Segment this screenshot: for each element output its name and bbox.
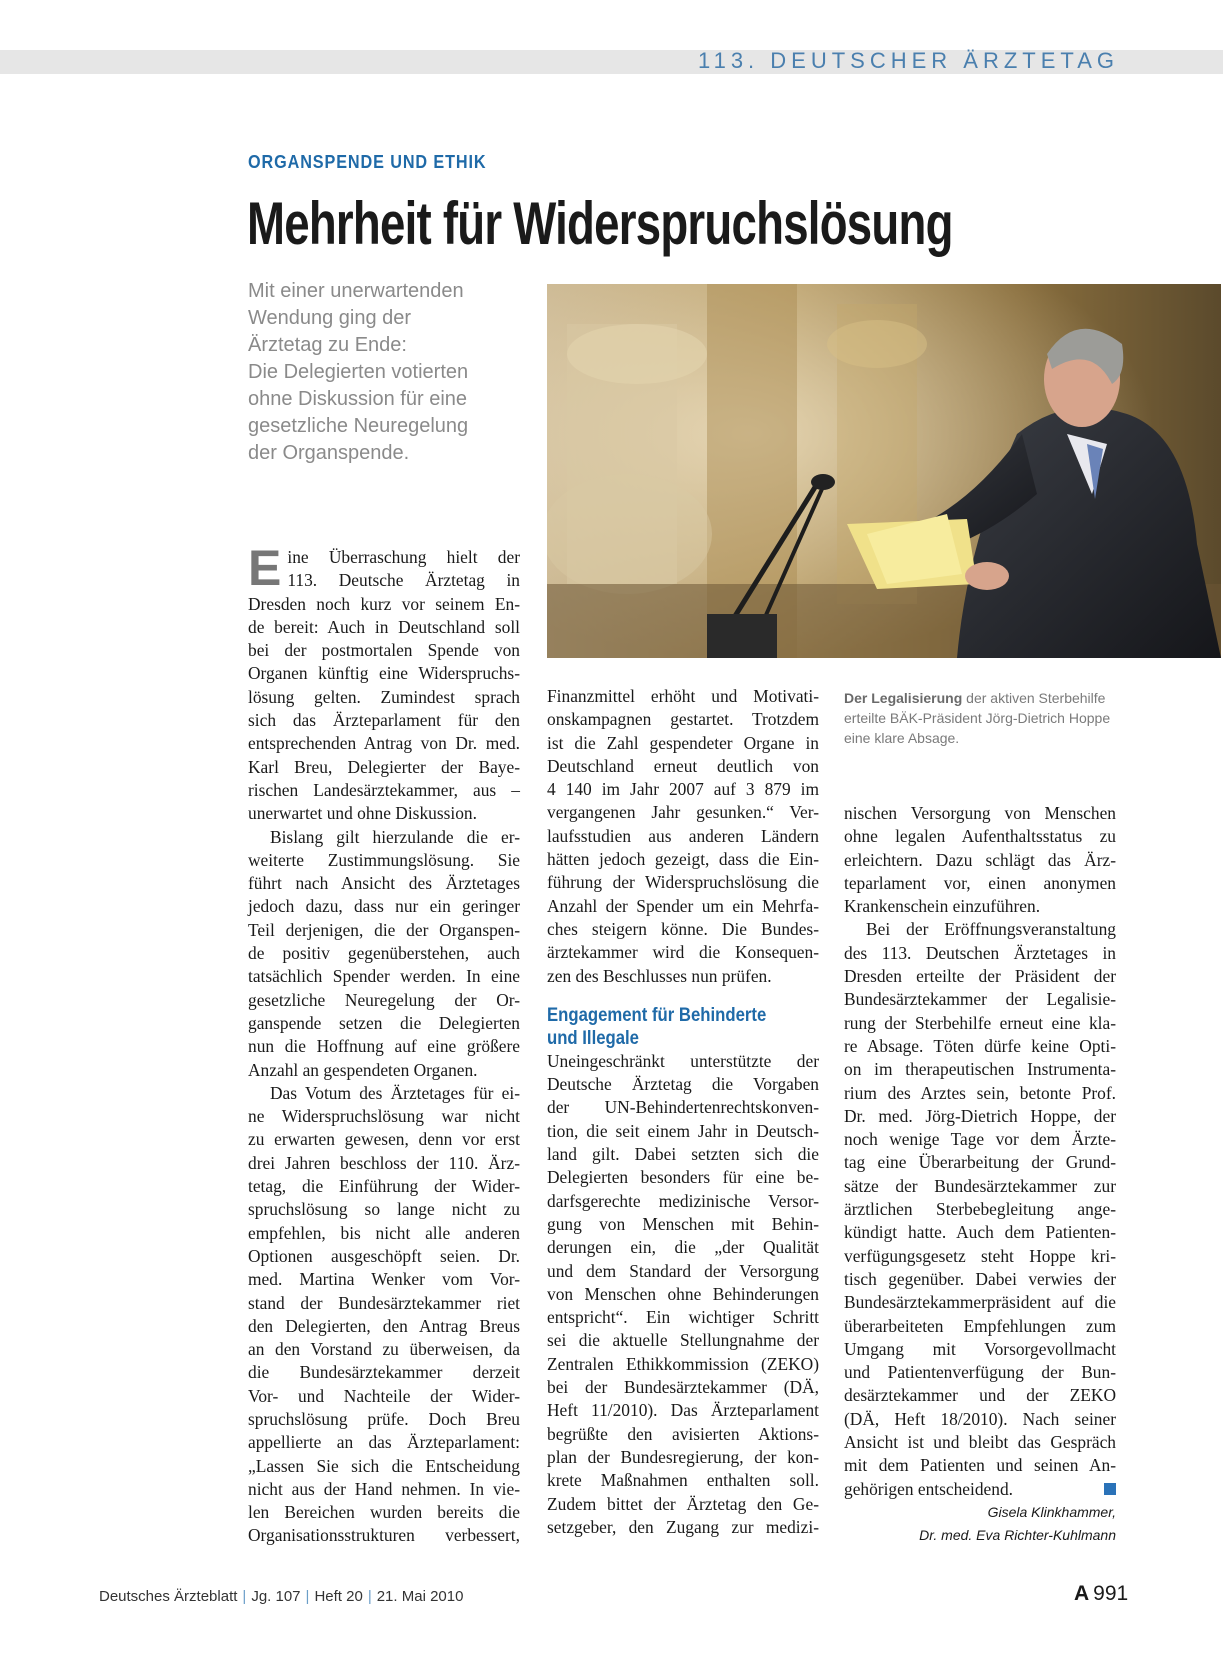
text-line: begrüßte den avisierten Aktions-: [547, 1423, 819, 1444]
text-line: drei Jahren beschloss der 110. Ärz-: [248, 1152, 520, 1173]
intro-line: Wendung ging der: [248, 307, 412, 329]
text-line: Bislang gilt hierzulande die er-: [270, 826, 520, 847]
text-line: Zudem bittet der Ärztetag den Ge-: [547, 1493, 819, 1514]
text-line: und dem Standard der Versorgung: [547, 1260, 819, 1281]
text-line: gesetzliche Neuregelung der Or-: [248, 989, 520, 1010]
text-line: Dresden noch kurz vor seinem En-: [248, 593, 520, 614]
text-line: entsprechenden Antrag von Dr. med.: [248, 733, 520, 754]
text-line: onskampagnen gestartet. Trotzdem: [547, 709, 819, 730]
intro-line: gesetzliche Neuregelung: [248, 415, 469, 437]
end-mark-icon: [1104, 1483, 1116, 1495]
text-line: re Absage. Töten dürfe keine Opti-: [844, 1035, 1116, 1056]
text-line: de positiv gegenüberstehen, auch: [248, 943, 520, 964]
photo-caption: [844, 688, 1134, 748]
text-line: stand der Bundesärztekammer riet: [248, 1292, 520, 1313]
text-line: Bundesärztekammer der Legalisie-: [844, 989, 1116, 1010]
text-line: des 113. Deutschen Ärztetages in: [844, 942, 1116, 963]
speaker-photo: [547, 284, 1221, 658]
text-line: Finanzmittel erhöht und Motivati-: [547, 686, 819, 706]
author-byline: [844, 1501, 1116, 1547]
text-line: gehörigen entscheidend.: [844, 1478, 1014, 1499]
volume: Jg. 107: [251, 1588, 301, 1605]
text-line: verfügungsgesetz steht Hoppe kri-: [844, 1245, 1116, 1266]
text-line: 113. Deutsche Ärztetag in: [287, 570, 520, 591]
text-line: ärztlichen Sterbebegleitung ange-: [844, 1199, 1116, 1220]
text-line: Das Votum des Ärztetages für ei-: [270, 1082, 520, 1103]
text-line: spruchslösung prüfe. Doch Breu: [248, 1408, 520, 1429]
text-line: von Menschen ohne Behinderungen: [547, 1283, 819, 1304]
text-line: lösung gelten. Zumindest sprach: [248, 686, 520, 707]
text-line: spruchslösung so lange nicht zu: [248, 1199, 520, 1220]
article-headline: Mehrheit für Widerspruchslösung: [247, 190, 953, 257]
text-line: appellierte an das Ärzteparlament:: [248, 1432, 520, 1453]
text-line: tisch gegenüber. Dabei verwies der: [844, 1268, 1116, 1289]
journal-name: Deutsches Ärzteblatt: [99, 1588, 238, 1605]
text-line: 4 140 im Jahr 2007 auf 3 879 im: [547, 779, 819, 800]
text-line: tatsächlich Spender werden. In eine: [248, 966, 520, 987]
article-intro: [248, 278, 538, 467]
text-line: rium des Arztes sein, betonte Prof.: [844, 1082, 1116, 1103]
text-line: erleichtern. Dazu schlägt das Ärz-: [844, 849, 1116, 870]
text-line: darfsgerechte medizinische Versor-: [547, 1190, 819, 1211]
text-line: bei der Bundesärztekammer (DÄ,: [547, 1377, 819, 1398]
text-line: krete Maßnahmen enthalten soll.: [547, 1470, 819, 1491]
article-column-1: [248, 540, 520, 1548]
text-line: ne Widerspruchslösung war nicht: [248, 1106, 520, 1127]
issue: Heft 20: [314, 1588, 363, 1605]
intro-line: Mit einer unerwartenden: [248, 280, 464, 302]
text-line: zen des Beschlusses nun prüfen.: [547, 965, 772, 986]
text-line: gung von Menschen mit Behin-: [547, 1213, 819, 1234]
author-name: Dr. med. Eva Richter-Kuhlmann: [919, 1526, 1116, 1543]
text-line: zu erwarten gewesen, denn vor erst: [248, 1129, 520, 1150]
subheading: [547, 1027, 786, 1050]
text-line: Uneingeschränkt unterstützte der: [547, 1050, 819, 1071]
text-line: Zentralen Ethikkommission (ZEKO): [547, 1353, 819, 1374]
section-kicker: ORGANSPENDE UND ETHIK: [248, 152, 487, 172]
text-line: sätze der Bundesärztekammer zur: [844, 1175, 1116, 1196]
text-line: tetag, die Einführung der Wider-: [248, 1176, 520, 1197]
text-line: kündigt hatte. Auch dem Patienten-: [844, 1222, 1116, 1243]
text-line: ches steigern könne. Die Bundes-: [547, 918, 819, 939]
text-line: teparlament vor, einen anonymen: [844, 872, 1116, 893]
text-line: Krankenschein einzuführen.: [844, 896, 1041, 917]
text-line: Vor- und Nachteile der Wider-: [248, 1385, 520, 1406]
text-line: überarbeiteten Empfehlungen zum: [844, 1315, 1116, 1336]
page-prefix: A: [1074, 1582, 1090, 1605]
page-number-value: 991: [1093, 1582, 1129, 1605]
intro-line: Ärztetag zu Ende:: [248, 334, 407, 356]
subheading-line: Engagement für Behinderte: [547, 1004, 767, 1026]
text-line: tion, die seit einem Jahr in Deutsch-: [547, 1120, 819, 1141]
text-line: sei die aktuelle Stellungnahme der: [547, 1330, 819, 1351]
text-line: land gilt. Dabei setzten sich die: [547, 1144, 819, 1165]
text-line: len Bereichen wurden bereits die: [248, 1502, 520, 1523]
text-line: setzgeber, den Zugang zur medizi-: [547, 1516, 819, 1537]
text-line: jedoch dazu, dass nur ein geringer: [248, 896, 520, 917]
text-line: de bereit: Auch in Deutschland soll: [248, 616, 520, 637]
text-line: ärztekammer wird die Konsequen-: [547, 942, 819, 963]
page-footer: [99, 1588, 463, 1605]
drop-cap: E: [248, 540, 282, 596]
intro-line: Die Delegierten votierten: [248, 361, 469, 383]
text-line: Karl Breu, Delegierter der Baye-: [248, 756, 520, 777]
text-line: Ansicht ist und bleibt das Gespräch: [844, 1432, 1116, 1453]
text-line: unerwartet und ohne Diskussion.: [248, 803, 477, 824]
text-line: der UN-Behindertenrechtskonven-: [547, 1097, 819, 1118]
separator: |: [305, 1588, 310, 1605]
text-line: Deutschland erneut deutlich von: [547, 755, 819, 776]
text-line: Teil derjenigen, die der Organspen-: [248, 919, 520, 940]
page-number: [1074, 1582, 1128, 1606]
intro-line: der Organspende.: [248, 442, 410, 464]
article-column-3: [844, 802, 1116, 1547]
text-line: on im therapeutischen Instrumenta-: [844, 1059, 1116, 1080]
text-line: Bei der Eröffnungsveranstaltung: [866, 919, 1116, 940]
text-line: führt nach Ansicht des Ärztetages: [248, 873, 520, 894]
text-line: Delegierten besonders für eine be-: [547, 1167, 819, 1188]
running-head: 113. DEUTSCHER ÄRZTETAG: [697, 48, 1119, 73]
text-line: Dr. med. Jörg-Dietrich Hoppe, der: [844, 1105, 1116, 1126]
text-line: (DÄ, Heft 18/2010). Nach seiner: [844, 1408, 1116, 1429]
text-line: laufsstudien aus anderen Ländern: [547, 825, 819, 846]
text-line: weiterte Zustimmungslösung. Sie: [248, 849, 520, 870]
caption-lead: Der Legalisierung: [844, 690, 963, 706]
text-line: Dresden erteilte der Präsident der: [844, 966, 1116, 987]
text-line: Umgang mit Vorsorgevollmacht: [844, 1338, 1116, 1359]
subheading-line: und Illegale: [547, 1027, 639, 1049]
text-line: desärztekammer und der ZEKO: [844, 1385, 1116, 1406]
text-line: den Delegierten, den Antrag Breus: [248, 1315, 520, 1336]
text-line: ine Überraschung hielt der: [287, 547, 520, 567]
issue-date: 21. Mai 2010: [376, 1588, 464, 1605]
text-line: mit dem Patienten und seinen An-: [844, 1455, 1116, 1476]
text-line: ist die Zahl gespendeter Organe in: [547, 732, 819, 753]
text-line: hätten jedoch gezeigt, dass die Ein-: [547, 849, 819, 870]
final-line: [844, 1478, 1116, 1501]
text-line: rischen Landesärztekammer, aus –: [248, 779, 520, 800]
text-line: die Bundesärztekammer derzeit: [248, 1362, 520, 1383]
separator: |: [367, 1588, 372, 1605]
text-line: rung der Sterbehilfe erneut eine kla-: [844, 1012, 1116, 1033]
text-line: bei der postmortalen Spende von: [248, 640, 520, 661]
text-line: derungen ein, die „der Qualität: [547, 1237, 819, 1258]
text-line: und Patientenverfügung der Bun-: [844, 1362, 1116, 1383]
text-line: nun die Hoffnung auf eine größere: [248, 1036, 520, 1057]
text-line: Deutsche Ärztetag die Vorgaben: [547, 1074, 819, 1095]
text-line: plan der Bundesregierung, der kon-: [547, 1446, 819, 1467]
author-name: Gisela Klinkhammer,: [987, 1503, 1116, 1520]
text-line: entspricht“. Ein wichtiger Schritt: [547, 1307, 819, 1328]
text-line: Optionen ausgeschöpft seien. Dr.: [248, 1245, 520, 1266]
caption-text: der aktiven Sterbehilfe erteilte BÄK-Präsident Jörg-Dietrich Hoppe eine klare Absage.: [844, 690, 1111, 746]
article-column-2: [547, 685, 819, 1539]
text-line: noch wenige Tage vor dem Ärzte-: [844, 1129, 1116, 1150]
text-line: nicht aus der Hand nehmen. In vie-: [248, 1478, 520, 1499]
text-line: Organen künftig eine Widerspruchs-: [248, 663, 520, 684]
text-line: Bundesärztekammerpräsident auf die: [844, 1292, 1116, 1313]
text-line: „Lassen Sie sich die Entscheidung: [248, 1455, 520, 1476]
text-line: Anzahl an gespendeten Organen.: [248, 1059, 478, 1080]
text-line: nischen Versorgung von Menschen: [844, 803, 1116, 823]
text-line: vergangenen Jahr gesunken.“ Ver-: [547, 802, 819, 823]
text-line: Heft 11/2010). Das Ärzteparlament: [547, 1400, 819, 1421]
text-line: med. Martina Wenker vom Vor-: [248, 1269, 520, 1290]
intro-line: ohne Diskussion für eine: [248, 388, 468, 410]
text-line: führung der Widerspruchslösung die: [547, 872, 819, 893]
text-line: empfehlen, bis nicht alle anderen: [248, 1222, 520, 1243]
text-line: sich das Ärzteparlament für den: [248, 710, 520, 731]
text-line: Anzahl der Spender um ein Mehrfa-: [547, 895, 819, 916]
text-line: ganspende setzen die Delegierten: [248, 1012, 520, 1033]
text-line: Organisationsstrukturen verbessert,: [248, 1525, 520, 1546]
text-line: tag eine Überarbeitung der Grund-: [844, 1152, 1116, 1173]
separator: |: [242, 1588, 247, 1605]
text-line: an den Vorstand zu überweisen, da: [248, 1339, 520, 1360]
subheading: [547, 1004, 786, 1027]
text-line: ohne legalen Aufenthaltsstatus zu: [844, 826, 1116, 847]
